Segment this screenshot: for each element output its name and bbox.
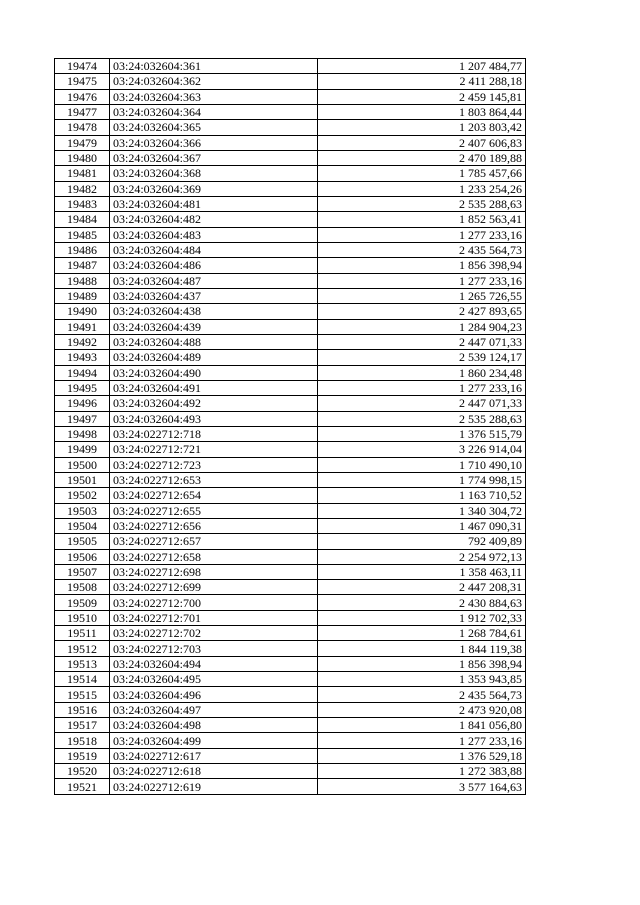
table-row xyxy=(55,258,526,273)
row-number-cell: 19479 xyxy=(55,135,110,150)
cadastral-value-cell: 2 459 145,81 xyxy=(318,89,526,104)
table-row xyxy=(55,334,526,349)
cadastral-value-cell: 792 409,89 xyxy=(318,534,526,549)
cadastral-value-cell: 2 539 124,17 xyxy=(318,350,526,365)
cadastral-value-cell: 1 785 457,66 xyxy=(318,166,526,181)
cadastral-value-cell: 1 856 398,94 xyxy=(318,656,526,671)
cadastral-value-cell: 1 710 490,10 xyxy=(318,457,526,472)
row-number-cell: 19501 xyxy=(55,472,110,487)
cadastral-value-cell: 1 852 563,41 xyxy=(318,212,526,227)
cadastral-value-cell: 1 844 119,38 xyxy=(318,641,526,656)
table-row xyxy=(55,426,526,441)
cadastral-number-cell: 03:24:022712:699 xyxy=(110,580,318,595)
table-row xyxy=(55,564,526,579)
cadastral-number-cell: 03:24:022712:703 xyxy=(110,641,318,656)
table-row xyxy=(55,196,526,211)
table-row xyxy=(55,104,526,119)
table-row xyxy=(55,442,526,457)
cadastral-value-cell: 1 277 233,16 xyxy=(318,273,526,288)
cadastral-value-cell: 1 207 484,77 xyxy=(318,59,526,74)
table-row xyxy=(55,580,526,595)
row-number-cell: 19476 xyxy=(55,89,110,104)
cadastral-value-cell: 2 254 972,13 xyxy=(318,549,526,564)
cadastral-number-cell: 03:24:022712:721 xyxy=(110,442,318,457)
row-number-cell: 19502 xyxy=(55,488,110,503)
cadastral-value-cell: 2 447 208,31 xyxy=(318,580,526,595)
cadastral-number-cell: 03:24:022712:700 xyxy=(110,595,318,610)
cadastral-number-cell: 03:24:032604:486 xyxy=(110,258,318,273)
cadastral-number-cell: 03:24:032604:488 xyxy=(110,334,318,349)
cadastral-number-cell: 03:24:032604:492 xyxy=(110,396,318,411)
table-row xyxy=(55,518,526,533)
row-number-cell: 19516 xyxy=(55,702,110,717)
table-row xyxy=(55,488,526,503)
cadastral-number-cell: 03:24:032604:484 xyxy=(110,242,318,257)
cadastral-value-cell: 1 774 998,15 xyxy=(318,472,526,487)
table-row xyxy=(55,74,526,89)
table-row xyxy=(55,472,526,487)
cadastral-number-cell: 03:24:022712:698 xyxy=(110,564,318,579)
cadastral-number-cell: 03:24:032604:366 xyxy=(110,135,318,150)
cadastral-value-cell: 2 407 606,83 xyxy=(318,135,526,150)
row-number-cell: 19482 xyxy=(55,181,110,196)
table-row xyxy=(55,365,526,380)
table-row xyxy=(55,595,526,610)
cadastral-number-cell: 03:24:022712:658 xyxy=(110,549,318,564)
table-row xyxy=(55,779,526,794)
table-row xyxy=(55,288,526,303)
row-number-cell: 19509 xyxy=(55,595,110,610)
row-number-cell: 19510 xyxy=(55,610,110,625)
cadastral-value-cell: 3 577 164,63 xyxy=(318,779,526,794)
row-number-cell: 19512 xyxy=(55,641,110,656)
table-row xyxy=(55,396,526,411)
row-number-cell: 19508 xyxy=(55,580,110,595)
row-number-cell: 19486 xyxy=(55,242,110,257)
row-number-cell: 19490 xyxy=(55,304,110,319)
cadastral-value-cell: 2 473 920,08 xyxy=(318,702,526,717)
row-number-cell: 19475 xyxy=(55,74,110,89)
table-row xyxy=(55,135,526,150)
cadastral-number-cell: 03:24:032604:439 xyxy=(110,319,318,334)
table-row xyxy=(55,166,526,181)
table-row xyxy=(55,150,526,165)
cadastral-number-cell: 03:24:032604:367 xyxy=(110,150,318,165)
row-number-cell: 19485 xyxy=(55,227,110,242)
cadastral-value-cell: 1 376 515,79 xyxy=(318,426,526,441)
row-number-cell: 19505 xyxy=(55,534,110,549)
cadastral-value-cell: 1 467 090,31 xyxy=(318,518,526,533)
cadastral-value-cell: 2 447 071,33 xyxy=(318,396,526,411)
cadastral-number-cell: 03:24:032604:361 xyxy=(110,59,318,74)
table-row xyxy=(55,672,526,687)
cadastral-value-cell: 1 272 383,88 xyxy=(318,764,526,779)
row-number-cell: 19520 xyxy=(55,764,110,779)
cadastral-number-cell: 03:24:022712:654 xyxy=(110,488,318,503)
table-row xyxy=(55,212,526,227)
cadastral-number-cell: 03:24:032604:437 xyxy=(110,288,318,303)
row-number-cell: 19488 xyxy=(55,273,110,288)
cadastral-value-cell: 2 430 884,63 xyxy=(318,595,526,610)
row-number-cell: 19481 xyxy=(55,166,110,181)
table-row xyxy=(55,534,526,549)
row-number-cell: 19489 xyxy=(55,288,110,303)
document-page xyxy=(54,58,526,795)
row-number-cell: 19478 xyxy=(55,120,110,135)
cadastral-number-cell: 03:24:032604:495 xyxy=(110,672,318,687)
cadastral-value-cell: 1 841 056,80 xyxy=(318,718,526,733)
cadastral-value-cell: 1 203 803,42 xyxy=(318,120,526,135)
cadastral-number-cell: 03:24:032604:498 xyxy=(110,718,318,733)
row-number-cell: 19474 xyxy=(55,59,110,74)
cadastral-number-cell: 03:24:032604:481 xyxy=(110,196,318,211)
cadastral-value-cell: 1 860 234,48 xyxy=(318,365,526,380)
cadastral-value-cell: 2 470 189,88 xyxy=(318,150,526,165)
row-number-cell: 19495 xyxy=(55,380,110,395)
cadastral-number-cell: 03:24:022712:655 xyxy=(110,503,318,518)
cadastral-value-cell: 2 411 288,18 xyxy=(318,74,526,89)
table-row xyxy=(55,304,526,319)
row-number-cell: 19494 xyxy=(55,365,110,380)
cadastral-value-cell: 1 912 702,33 xyxy=(318,610,526,625)
cadastral-number-cell: 03:24:032604:365 xyxy=(110,120,318,135)
row-number-cell: 19515 xyxy=(55,687,110,702)
cadastral-number-cell: 03:24:032604:438 xyxy=(110,304,318,319)
cadastral-value-cell: 2 535 288,63 xyxy=(318,411,526,426)
row-number-cell: 19521 xyxy=(55,779,110,794)
row-number-cell: 19493 xyxy=(55,350,110,365)
row-number-cell: 19499 xyxy=(55,442,110,457)
cadastral-number-cell: 03:24:032604:489 xyxy=(110,350,318,365)
table-row xyxy=(55,273,526,288)
table-row xyxy=(55,120,526,135)
row-number-cell: 19484 xyxy=(55,212,110,227)
table-row xyxy=(55,242,526,257)
row-number-cell: 19506 xyxy=(55,549,110,564)
cadastral-value-cell: 1 284 904,23 xyxy=(318,319,526,334)
table-row xyxy=(55,702,526,717)
cadastral-number-cell: 03:24:032604:362 xyxy=(110,74,318,89)
cadastral-number-cell: 03:24:032604:497 xyxy=(110,702,318,717)
row-number-cell: 19497 xyxy=(55,411,110,426)
cadastral-number-cell: 03:24:022712:617 xyxy=(110,748,318,763)
row-number-cell: 19503 xyxy=(55,503,110,518)
table-row xyxy=(55,227,526,242)
cadastral-number-cell: 03:24:032604:494 xyxy=(110,656,318,671)
row-number-cell: 19480 xyxy=(55,150,110,165)
cadastral-number-cell: 03:24:032604:368 xyxy=(110,166,318,181)
cadastral-number-cell: 03:24:032604:490 xyxy=(110,365,318,380)
cadastral-value-cell: 1 803 864,44 xyxy=(318,104,526,119)
cadastral-number-cell: 03:24:022712:702 xyxy=(110,626,318,641)
cadastral-number-cell: 03:24:032604:493 xyxy=(110,411,318,426)
cadastral-value-cell: 3 226 914,04 xyxy=(318,442,526,457)
table-row xyxy=(55,59,526,74)
cadastral-value-cell: 1 277 233,16 xyxy=(318,380,526,395)
table-row xyxy=(55,181,526,196)
table-row xyxy=(55,733,526,748)
row-number-cell: 19487 xyxy=(55,258,110,273)
cadastral-number-cell: 03:24:032604:483 xyxy=(110,227,318,242)
cadastral-value-cell: 2 435 564,73 xyxy=(318,687,526,702)
table-row xyxy=(55,457,526,472)
cadastral-number-cell: 03:24:022712:656 xyxy=(110,518,318,533)
table-row xyxy=(55,610,526,625)
cadastral-value-cell: 1 856 398,94 xyxy=(318,258,526,273)
cadastral-number-cell: 03:24:032604:499 xyxy=(110,733,318,748)
row-number-cell: 19504 xyxy=(55,518,110,533)
cadastral-number-cell: 03:24:022712:657 xyxy=(110,534,318,549)
row-number-cell: 19518 xyxy=(55,733,110,748)
table-row xyxy=(55,411,526,426)
table-row xyxy=(55,380,526,395)
row-number-cell: 19491 xyxy=(55,319,110,334)
cadastral-number-cell: 03:24:022712:618 xyxy=(110,764,318,779)
row-number-cell: 19483 xyxy=(55,196,110,211)
table-row xyxy=(55,718,526,733)
cadastral-number-cell: 03:24:032604:369 xyxy=(110,181,318,196)
cadastral-number-cell: 03:24:032604:363 xyxy=(110,89,318,104)
cadastral-number-cell: 03:24:022712:701 xyxy=(110,610,318,625)
cadastral-value-cell: 1 353 943,85 xyxy=(318,672,526,687)
cadastral-value-cell: 2 435 564,73 xyxy=(318,242,526,257)
cadastral-value-cell: 2 447 071,33 xyxy=(318,334,526,349)
cadastral-value-cell: 1 277 233,16 xyxy=(318,733,526,748)
table-row xyxy=(55,641,526,656)
cadastral-value-table xyxy=(54,58,526,795)
row-number-cell: 19513 xyxy=(55,656,110,671)
row-number-cell: 19517 xyxy=(55,718,110,733)
table-body xyxy=(55,59,526,795)
cadastral-value-cell: 1 268 784,61 xyxy=(318,626,526,641)
cadastral-number-cell: 03:24:032604:491 xyxy=(110,380,318,395)
cadastral-value-cell: 1 376 529,18 xyxy=(318,748,526,763)
cadastral-value-cell: 1 265 726,55 xyxy=(318,288,526,303)
cadastral-number-cell: 03:24:022712:718 xyxy=(110,426,318,441)
table-row xyxy=(55,687,526,702)
table-row xyxy=(55,89,526,104)
cadastral-number-cell: 03:24:032604:496 xyxy=(110,687,318,702)
cadastral-value-cell: 2 427 893,65 xyxy=(318,304,526,319)
table-row xyxy=(55,319,526,334)
cadastral-number-cell: 03:24:032604:482 xyxy=(110,212,318,227)
table-row xyxy=(55,549,526,564)
table-row xyxy=(55,656,526,671)
table-row xyxy=(55,748,526,763)
cadastral-number-cell: 03:24:022712:619 xyxy=(110,779,318,794)
row-number-cell: 19507 xyxy=(55,564,110,579)
table-row xyxy=(55,764,526,779)
row-number-cell: 19492 xyxy=(55,334,110,349)
cadastral-number-cell: 03:24:032604:487 xyxy=(110,273,318,288)
row-number-cell: 19477 xyxy=(55,104,110,119)
cadastral-value-cell: 1 358 463,11 xyxy=(318,564,526,579)
cadastral-number-cell: 03:24:032604:364 xyxy=(110,104,318,119)
table-row xyxy=(55,626,526,641)
row-number-cell: 19519 xyxy=(55,748,110,763)
cadastral-number-cell: 03:24:022712:653 xyxy=(110,472,318,487)
row-number-cell: 19496 xyxy=(55,396,110,411)
cadastral-value-cell: 2 535 288,63 xyxy=(318,196,526,211)
cadastral-value-cell: 1 277 233,16 xyxy=(318,227,526,242)
table-row xyxy=(55,503,526,518)
row-number-cell: 19514 xyxy=(55,672,110,687)
row-number-cell: 19511 xyxy=(55,626,110,641)
cadastral-value-cell: 1 233 254,26 xyxy=(318,181,526,196)
cadastral-number-cell: 03:24:022712:723 xyxy=(110,457,318,472)
table-row xyxy=(55,350,526,365)
cadastral-value-cell: 1 163 710,52 xyxy=(318,488,526,503)
row-number-cell: 19500 xyxy=(55,457,110,472)
row-number-cell: 19498 xyxy=(55,426,110,441)
cadastral-value-cell: 1 340 304,72 xyxy=(318,503,526,518)
